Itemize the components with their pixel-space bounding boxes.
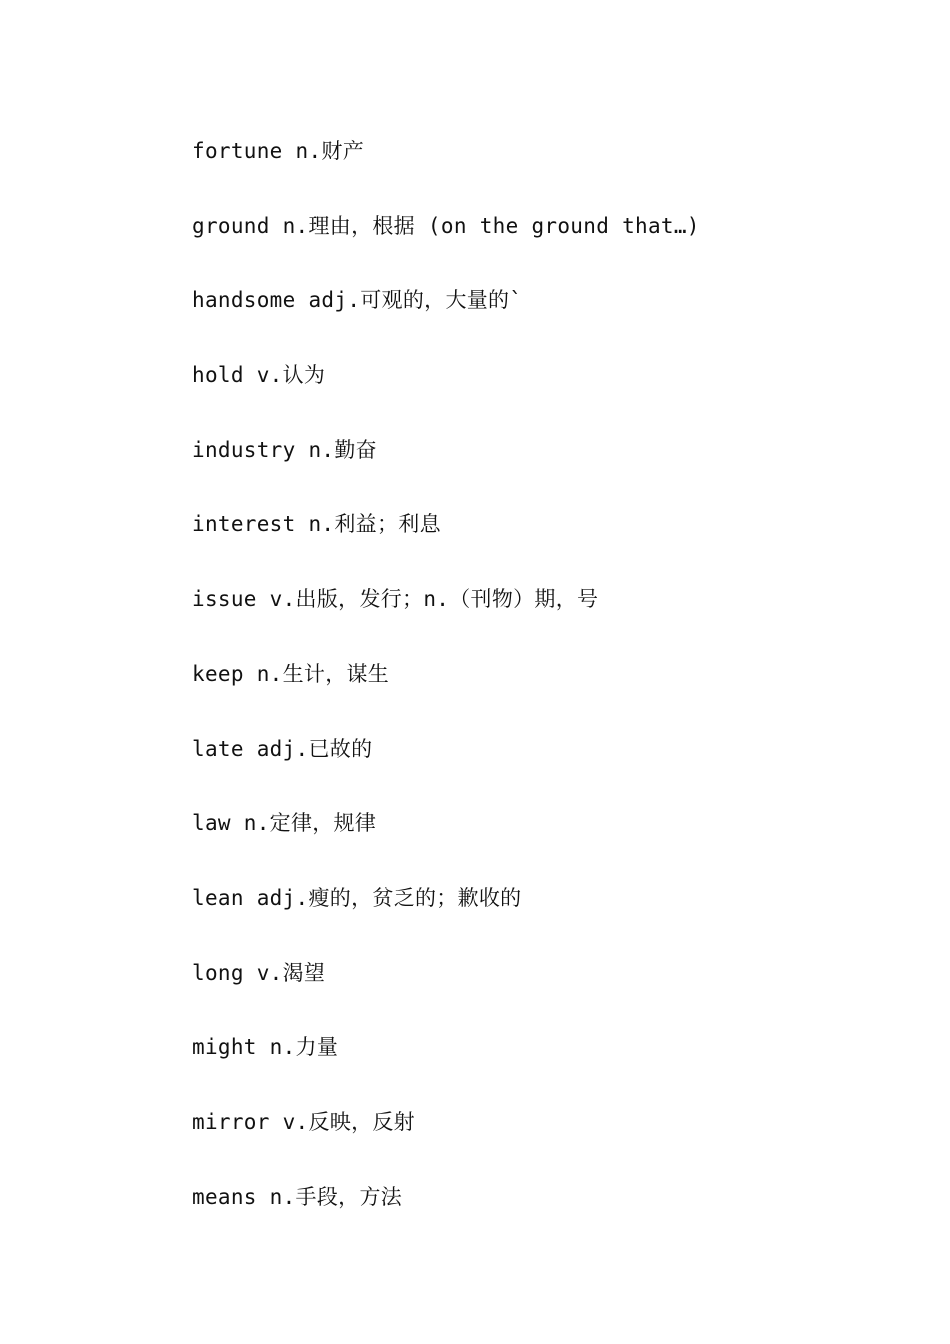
- vocabulary-entry: means n.手段，方法: [192, 1184, 403, 1209]
- vocabulary-entry: late adj.已故的: [192, 736, 373, 761]
- vocabulary-entry: interest n.利益；利息: [192, 512, 441, 537]
- vocabulary-entry: mirror v.反映，反射: [192, 1109, 415, 1134]
- vocabulary-entry: ground n.理由，根据 (on the ground that…): [192, 213, 700, 238]
- vocabulary-entry: issue v.出版，发行；n.（刊物）期，号: [192, 587, 599, 612]
- vocabulary-entry: hold v.认为: [192, 363, 326, 388]
- vocabulary-entry: handsome adj.可观的，大量的`: [192, 288, 523, 313]
- vocabulary-entry: industry n.勤奋: [192, 437, 377, 462]
- vocabulary-entry: keep n.生计，谋生: [192, 661, 390, 686]
- vocabulary-entry: long v.渴望: [192, 960, 326, 985]
- vocabulary-entry: lean adj.瘦的，贫乏的；歉收的: [192, 885, 522, 910]
- vocabulary-entry: might n.力量: [192, 1035, 339, 1060]
- vocabulary-entry: law n.定律，规律: [192, 811, 377, 836]
- vocabulary-entry: fortune n.财产: [192, 139, 365, 163]
- vocabulary-list: [192, 128, 892, 1248]
